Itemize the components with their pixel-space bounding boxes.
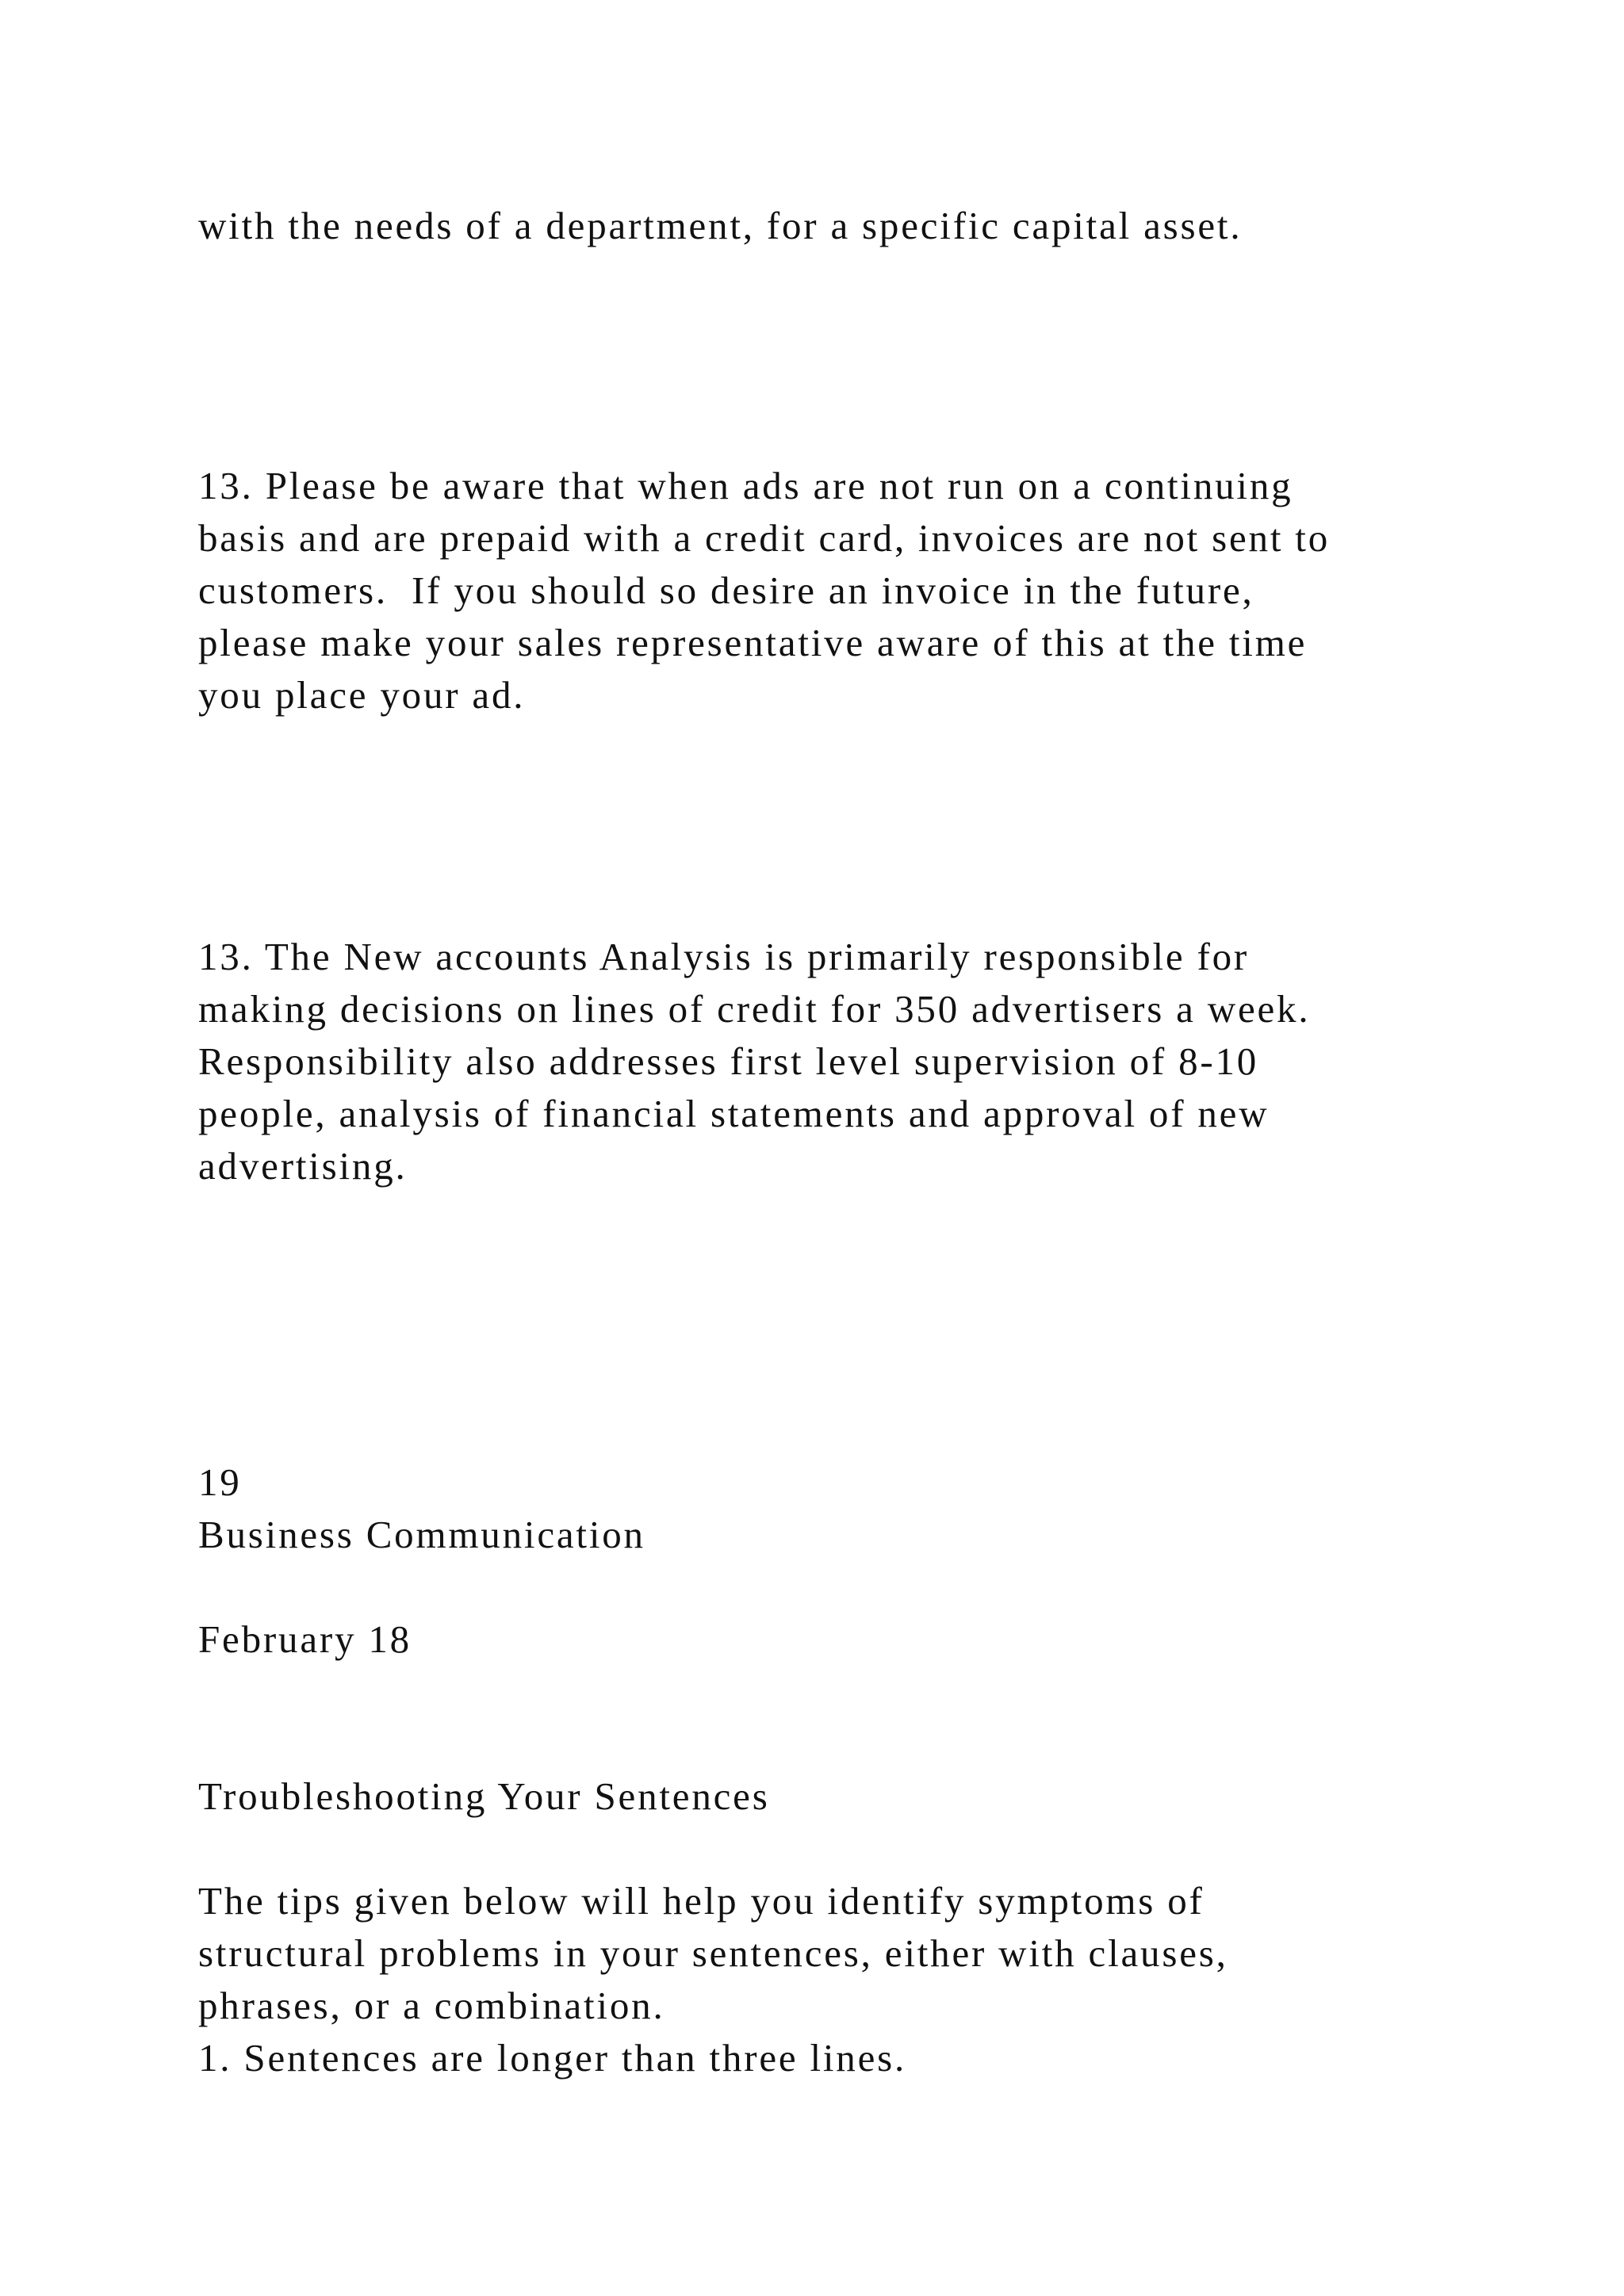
text-line: Responsibility also addresses first level supervision of 8-10 — [198, 1039, 1259, 1083]
text-line: please make your sales representative aware of this at the time — [198, 621, 1308, 664]
section-heading: Troubleshooting Your Sentences — [198, 1774, 770, 1818]
text-line: basis and are prepaid with a credit card, invoices are not sent to — [198, 516, 1331, 560]
text-line: making decisions on lines of credit for 350 advertisers a week. — [198, 987, 1311, 1031]
date-line: February 18 — [198, 1617, 412, 1661]
text-line: 13. Please be aware that when ads are not run on a continuing — [198, 464, 1293, 507]
text-line: with the needs of a department, for a specific capital asset. — [198, 204, 1243, 247]
text-line: 13. The New accounts Analysis is primarily responsible for — [198, 935, 1250, 978]
text-line: people, analysis of financial statements and approval of new — [198, 1092, 1270, 1135]
text-line: advertising. — [198, 1144, 408, 1188]
course-title: Business Communication — [198, 1513, 645, 1556]
text-line: The tips given below will help you identify symptoms of — [198, 1879, 1205, 1923]
text-line: structural problems in your sentences, either with clauses, — [198, 1931, 1228, 1975]
list-item: 1. Sentences are longer than three lines. — [198, 2036, 907, 2080]
text-line: customers. If you should so desire an invoice in the future, — [198, 568, 1254, 612]
text-line: phrases, or a combination. — [198, 1984, 665, 2027]
text-line: you place your ad. — [198, 673, 526, 717]
page-number: 19 — [198, 1460, 242, 1504]
